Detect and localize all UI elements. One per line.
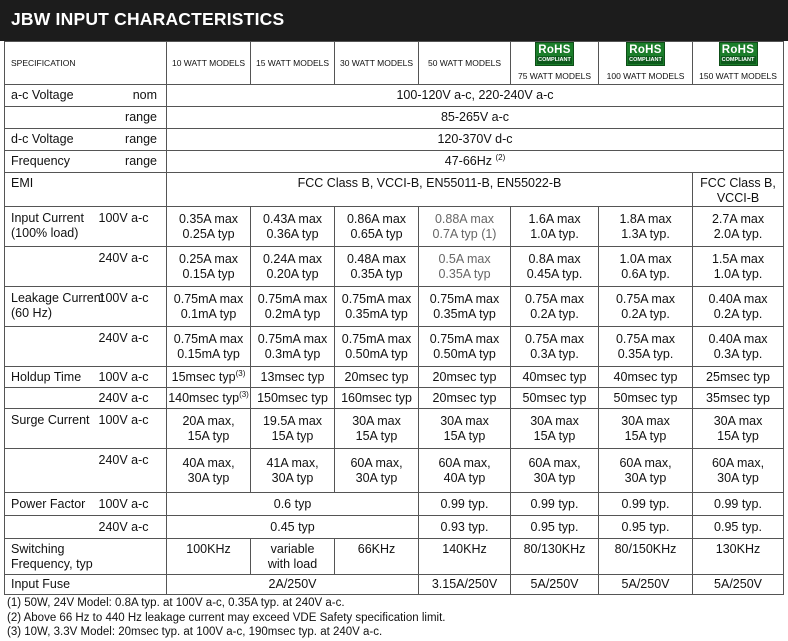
input-current-100v-row bbox=[5, 207, 784, 247]
voltage-240v-label: 240V a-c bbox=[99, 388, 167, 409]
surge-cell: 19.5A max 15A typ bbox=[251, 409, 335, 449]
input-current-cell: 2.7A max 2.0A typ. bbox=[693, 207, 784, 247]
surge-cell: 30A max 15A typ bbox=[599, 409, 693, 449]
voltage-100v-label: 100V a-c bbox=[99, 409, 167, 449]
voltage-240v-label: 240V a-c bbox=[99, 516, 167, 539]
power-factor-240v-row bbox=[5, 516, 784, 539]
holdup-cell: 35msec typ bbox=[693, 388, 784, 409]
header-15w: 15 WATT MODELS bbox=[251, 42, 335, 85]
rohs-compliant-badge: RoHS COMPLIANT bbox=[719, 42, 758, 66]
leakage-current-cell: 0.75mA max 0.50mA typ bbox=[335, 327, 419, 367]
power-factor-label: Power Factor bbox=[5, 493, 99, 516]
range-label: range bbox=[99, 151, 167, 173]
switching-cell: 66KHz bbox=[335, 539, 419, 575]
dc-voltage-row bbox=[5, 129, 784, 151]
switching-cell: 100KHz bbox=[167, 539, 251, 575]
voltage-100v-label: 100V a-c bbox=[99, 493, 167, 516]
input-fuse-row bbox=[5, 575, 784, 595]
input-fuse-low-models: 2A/250V bbox=[167, 575, 419, 595]
footnote: (3) 10W, 3.3V Model: 20msec typ. at 100V a-c, 190msec typ. at 240V a-c. bbox=[7, 626, 383, 638]
rohs-compliant-badge: RoHS COMPLIANT bbox=[626, 42, 665, 66]
input-current-cell: 1.6A max 1.0A typ. bbox=[511, 207, 599, 247]
ac-voltage-range-value: 85-265V a-c bbox=[167, 107, 784, 129]
surge-cell: 30A max 15A typ bbox=[693, 409, 784, 449]
surge-cell: 20A max, 15A typ bbox=[167, 409, 251, 449]
holdup-cell: 50msec typ bbox=[599, 388, 693, 409]
leakage-current-label: Leakage Current (60 Hz) bbox=[5, 287, 99, 327]
input-current-cell: 0.86A max 0.65A typ bbox=[335, 207, 419, 247]
holdup-time-label: Holdup Time bbox=[5, 367, 99, 388]
holdup-100v-row bbox=[5, 367, 784, 388]
input-current-cell: 0.8A max 0.45A typ. bbox=[511, 247, 599, 287]
surge-cell: 60A max, 30A typ bbox=[335, 449, 419, 493]
dc-voltage-label: d-c Voltage bbox=[5, 129, 99, 151]
header-50w: 50 WATT MODELS bbox=[419, 42, 511, 85]
leakage-current-cell: 0.75A max 0.35A typ. bbox=[599, 327, 693, 367]
surge-current-label: Surge Current bbox=[5, 409, 99, 449]
power-factor-low-models: 0.45 typ bbox=[167, 516, 419, 539]
holdup-cell: 13msec typ bbox=[251, 367, 335, 388]
emi-label: EMI bbox=[5, 173, 99, 207]
surge-cell: 30A max 15A typ bbox=[419, 409, 511, 449]
power-factor-cell: 0.99 typ. bbox=[599, 493, 693, 516]
emi-value-150w: FCC Class B, VCCI-B bbox=[693, 173, 784, 207]
leakage-current-cell: 0.75mA max 0.1mA typ bbox=[167, 287, 251, 327]
surge-cell: 60A max, 40A typ bbox=[419, 449, 511, 493]
power-factor-cell: 0.95 typ. bbox=[511, 516, 599, 539]
holdup-cell: 40msec typ bbox=[511, 367, 599, 388]
header-10w: 10 WATT MODELS bbox=[167, 42, 251, 85]
header-30w: 30 WATT MODELS bbox=[335, 42, 419, 85]
holdup-cell: 150msec typ bbox=[251, 388, 335, 409]
voltage-240v-label: 240V a-c bbox=[99, 327, 167, 367]
leakage-current-cell: 0.75A max 0.2A typ. bbox=[599, 287, 693, 327]
input-current-cell: 0.35A max 0.25A typ bbox=[167, 207, 251, 247]
switching-frequency-row bbox=[5, 539, 784, 575]
leakage-current-100v-row bbox=[5, 287, 784, 327]
spec-header: SPECIFICATION bbox=[5, 42, 167, 85]
power-factor-cell: 0.99 typ. bbox=[693, 493, 784, 516]
surge-240v-row bbox=[5, 449, 784, 493]
surge-cell: 41A max, 30A typ bbox=[251, 449, 335, 493]
ac-voltage-nom-row bbox=[5, 85, 784, 107]
holdup-cell: 20msec typ bbox=[335, 367, 419, 388]
nom-label: nom bbox=[99, 85, 167, 107]
frequency-value: 47-66Hz $^{(2)}$ bbox=[167, 151, 784, 173]
leakage-current-cell: 0.75mA max 0.35mA typ bbox=[419, 287, 511, 327]
leakage-current-cell: 0.40A max 0.2A typ. bbox=[693, 287, 784, 327]
voltage-100v-label: 100V a-c bbox=[99, 207, 167, 247]
footnote: (1) 50W, 24V Model: 0.8A typ. at 100V a-c, 0.35A typ. at 240V a-c. bbox=[7, 597, 345, 609]
voltage-100v-label: 100V a-c bbox=[99, 287, 167, 327]
ac-voltage-label: a-c Voltage bbox=[5, 85, 99, 107]
surge-cell: 30A max 15A typ bbox=[511, 409, 599, 449]
leakage-current-cell: 0.75mA max 0.2mA typ bbox=[251, 287, 335, 327]
title-bar bbox=[0, 0, 788, 41]
surge-cell: 60A max, 30A typ bbox=[599, 449, 693, 493]
voltage-240v-label: 240V a-c bbox=[99, 449, 167, 493]
surge-100v-row bbox=[5, 409, 784, 449]
dc-voltage-value: 120-370V d-c bbox=[167, 129, 784, 151]
input-fuse-cell: 5A/250V bbox=[511, 575, 599, 595]
surge-cell: 30A max 15A typ bbox=[335, 409, 419, 449]
ac-voltage-range-row bbox=[5, 107, 784, 129]
frequency-label: Frequency bbox=[5, 151, 99, 173]
input-current-cell: 0.88A max 0.7A typ (1) bbox=[419, 207, 511, 247]
leakage-current-cell: 0.75mA max 0.50mA typ bbox=[419, 327, 511, 367]
leakage-current-cell: 0.40A max 0.3A typ. bbox=[693, 327, 784, 367]
holdup-cell: 25msec typ bbox=[693, 367, 784, 388]
range-label: range bbox=[99, 107, 167, 129]
leakage-current-cell: 0.75A max 0.2A typ. bbox=[511, 287, 599, 327]
surge-cell: 40A max, 30A typ bbox=[167, 449, 251, 493]
leakage-current-cell: 0.75mA max 0.3mA typ bbox=[251, 327, 335, 367]
holdup-cell: 20msec typ bbox=[419, 367, 511, 388]
header-75w: RoHS COMPLIANT 75 WATT MODELS bbox=[511, 42, 599, 85]
input-current-cell: 0.25A max 0.15A typ bbox=[167, 247, 251, 287]
power-factor-cell: 0.99 typ. bbox=[419, 493, 511, 516]
holdup-cell: 140msec typ$^{(3)}$ bbox=[167, 388, 251, 409]
leakage-current-cell: 0.75A max 0.3A typ. bbox=[511, 327, 599, 367]
input-fuse-label: Input Fuse bbox=[5, 575, 167, 595]
switching-cell: 80/130KHz bbox=[511, 539, 599, 575]
power-factor-cell: 0.93 typ. bbox=[419, 516, 511, 539]
input-current-cell: 1.0A max 0.6A typ. bbox=[599, 247, 693, 287]
frequency-row bbox=[5, 151, 784, 173]
power-factor-low-models: 0.6 typ bbox=[167, 493, 419, 516]
header-150w: RoHS COMPLIANT 150 WATT MODELS bbox=[693, 42, 784, 85]
input-fuse-cell: 5A/250V bbox=[599, 575, 693, 595]
footnotes bbox=[7, 596, 446, 640]
page-title: JBW INPUT CHARACTERISTICS bbox=[11, 9, 285, 29]
input-current-cell: 1.8A max 1.3A typ. bbox=[599, 207, 693, 247]
holdup-cell: 40msec typ bbox=[599, 367, 693, 388]
rohs-compliant-badge: RoHS COMPLIANT bbox=[535, 42, 574, 66]
leakage-current-cell: 0.75mA max 0.35mA typ bbox=[335, 287, 419, 327]
input-current-cell: 0.43A max 0.36A typ bbox=[251, 207, 335, 247]
switching-cell: variable with load bbox=[251, 539, 335, 575]
holdup-240v-row bbox=[5, 388, 784, 409]
input-fuse-cell: 3.15A/250V bbox=[419, 575, 511, 595]
switching-cell: 130KHz bbox=[693, 539, 784, 575]
leakage-current-cell: 0.75mA max 0.15mA typ bbox=[167, 327, 251, 367]
ac-voltage-nom-value: 100-120V a-c, 220-240V a-c bbox=[167, 85, 784, 107]
emi-value: FCC Class B, VCCI-B, EN55011-B, EN55022-B bbox=[167, 173, 693, 207]
holdup-cell: 15msec typ$^{(3)}$ bbox=[167, 367, 251, 388]
footnote: (2) Above 66 Hz to 440 Hz leakage current may exceed VDE Safety specification limit. bbox=[7, 611, 446, 624]
switching-frequency-label: Switching Frequency, typ bbox=[5, 539, 167, 575]
surge-cell: 60A max, 30A typ bbox=[511, 449, 599, 493]
power-factor-cell: 0.99 typ. bbox=[511, 493, 599, 516]
input-characteristics-table bbox=[4, 41, 784, 595]
switching-cell: 80/150KHz bbox=[599, 539, 693, 575]
input-current-cell: 0.48A max 0.35A typ bbox=[335, 247, 419, 287]
holdup-cell: 20msec typ bbox=[419, 388, 511, 409]
voltage-100v-label: 100V a-c bbox=[99, 367, 167, 388]
input-current-240v-row bbox=[5, 247, 784, 287]
holdup-cell: 160msec typ bbox=[335, 388, 419, 409]
voltage-240v-label: 240V a-c bbox=[99, 247, 167, 287]
surge-cell: 60A max, 30A typ bbox=[693, 449, 784, 493]
input-current-cell: 0.5A max 0.35A typ bbox=[419, 247, 511, 287]
leakage-current-240v-row bbox=[5, 327, 784, 367]
input-current-cell: 0.24A max 0.20A typ bbox=[251, 247, 335, 287]
input-current-cell: 1.5A max 1.0A typ. bbox=[693, 247, 784, 287]
input-fuse-cell: 5A/250V bbox=[693, 575, 784, 595]
header-100w: RoHS COMPLIANT 100 WATT MODELS bbox=[599, 42, 693, 85]
power-factor-cell: 0.95 typ. bbox=[693, 516, 784, 539]
emi-row bbox=[5, 173, 784, 207]
header-row bbox=[5, 42, 784, 85]
input-current-label: Input Current (100% load) bbox=[5, 207, 99, 247]
switching-cell: 140KHz bbox=[419, 539, 511, 575]
holdup-cell: 50msec typ bbox=[511, 388, 599, 409]
power-factor-cell: 0.95 typ. bbox=[599, 516, 693, 539]
range-label: range bbox=[99, 129, 167, 151]
power-factor-100v-row bbox=[5, 493, 784, 516]
